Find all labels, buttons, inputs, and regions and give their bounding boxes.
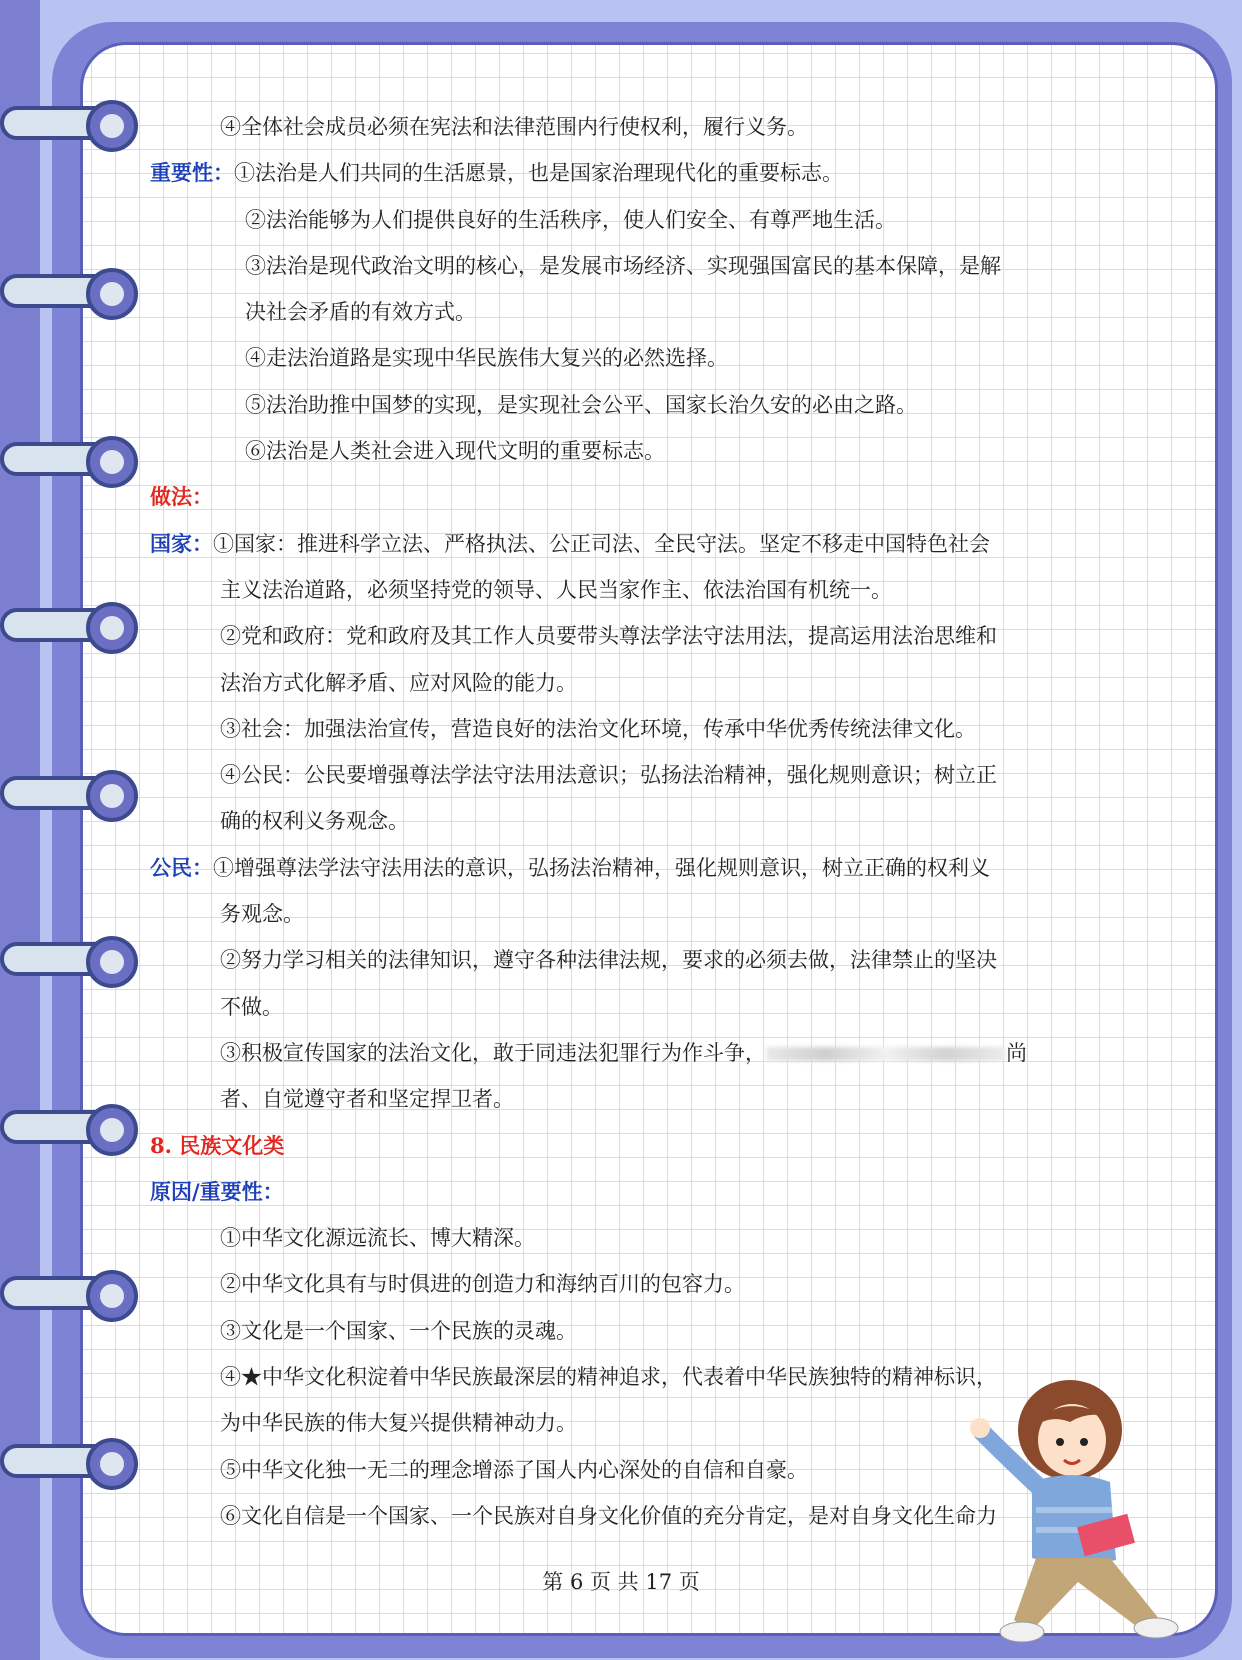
text-line [150,1123,1110,1169]
line-text: ④公民：公民要增强尊法学法守法用法意识；弘扬法治精神，强化规则意识；树立正 [220,763,997,788]
text-line [150,706,1110,752]
text-line [150,104,1110,150]
section-label: 公民： [150,854,213,880]
line-text: ④走法治道路是实现中华民族伟大复兴的必然选择。 [245,346,728,371]
text-line [150,474,1110,520]
line-text: ①增强尊法学法守法用法的意识，弘扬法治精神，强化规则意识，树立正确的权利义 [213,855,990,880]
line-text: ④全体社会成员必须在宪法和法律范围内行使权利，履行义务。 [220,115,808,139]
line-text: ⑤中华文化独一无二的理念增添了国人内心深处的自信和自豪。 [220,1457,808,1482]
section-label: 做法： [150,484,213,510]
line-text: ②中华文化具有与时俱进的创造力和海纳百川的包容力。 [220,1272,745,1297]
binder-ring [0,1104,140,1146]
line-text: 决社会矛盾的有效方式。 [245,300,476,325]
text-line [150,289,1110,335]
line-text: ⑤法治助推中国梦的实现，是实现社会公平、国家长治久安的必由之路。 [245,392,917,417]
page-footer: 第 6 页 共 17 页 [542,1570,700,1594]
line-text: ①国家：推进科学立法、严格执法、公正司法、全民守法。坚定不移走中国特色社会 [213,531,990,556]
text-line [150,798,1110,844]
text-line [150,1261,1110,1307]
line-text: 法治方式化解矛盾、应对风险的能力。 [220,670,577,695]
text-line [150,845,1110,891]
section-label: 原因/重要性： [150,1178,284,1204]
section-label: 8. 民族文化类 [150,1132,285,1158]
binder-ring [0,436,140,478]
text-line [150,382,1110,428]
binder-ring [0,268,140,310]
line-text: ④★中华文化积淀着中华民族最深层的精神追求，代表着中华民族独特的精神标识， [220,1365,997,1390]
line-text: ②努力学习相关的法律知识，遵守各种法律法规，要求的必须去做，法律禁止的坚决 [220,948,997,973]
binder-ring [0,770,140,812]
binder-ring [0,1438,140,1480]
text-line [150,1215,1110,1261]
text-line [150,1076,1110,1122]
text-line [150,521,1110,567]
text-line [150,984,1110,1030]
text-line [150,937,1110,983]
text-line [150,335,1110,381]
line-text: ⑥文化自信是一个国家、一个民族对自身文化价值的充分肯定，是对自身文化生命力 [220,1503,997,1528]
text-line [150,197,1110,243]
line-text: ③积极宣传国家的法治文化，敢于同违法犯罪行为作斗争， [220,1040,766,1065]
line-text: ②法治能够为人们提供良好的生活秩序，使人们安全、有尊严地生活。 [245,207,896,232]
binder-ring [0,100,140,142]
binder-ring [0,936,140,978]
text-line [150,428,1110,474]
text-line [150,660,1110,706]
text-line [150,1169,1110,1215]
binder-ring [0,602,140,644]
line-text: 不做。 [220,994,283,1019]
line-text: 务观念。 [220,902,304,927]
text-line [150,567,1110,613]
line-text: ⑥法治是人类社会进入现代文明的重要标志。 [245,439,665,464]
page-content [150,104,1110,1539]
line-text: 者、自觉遵守者和坚定捍卫者。 [220,1087,514,1112]
text-line [150,1030,1110,1076]
cartoon-girl-illustration [960,1370,1220,1660]
text-line [150,1308,1110,1354]
line-text: 为中华民族的伟大复兴提供精神动力。 [220,1411,577,1436]
text-line [150,891,1110,937]
binder-spine [0,0,40,1660]
blurred-text [766,1047,1006,1061]
line-text: 主义法治道路，必须坚持党的领导、人民当家作主、依法治国有机统一。 [220,577,892,602]
section-label: 国家： [150,530,213,556]
line-text-suffix: 尚 [1006,1040,1027,1065]
line-text: ③社会：加强法治宣传，营造良好的法治文化环境，传承中华优秀传统法律文化。 [220,716,976,741]
line-text: 确的权利义务观念。 [220,809,409,834]
text-line [150,613,1110,659]
section-label: 重要性： [150,160,234,186]
text-line [150,150,1110,196]
text-line [150,243,1110,289]
line-text: ②党和政府：党和政府及其工作人员要带头尊法学法守法用法，提高运用法治思维和 [220,624,997,649]
binder-ring [0,1270,140,1312]
line-text: ①中华文化源远流长、博大精深。 [220,1226,535,1251]
line-text: ③文化是一个国家、一个民族的灵魂。 [220,1318,577,1343]
line-text: ①法治是人们共同的生活愿景，也是国家治理现代化的重要标志。 [234,161,843,186]
text-line [150,752,1110,798]
line-text: ③法治是现代政治文明的核心，是发展市场经济、实现强国富民的基本保障，是解 [245,253,1001,278]
